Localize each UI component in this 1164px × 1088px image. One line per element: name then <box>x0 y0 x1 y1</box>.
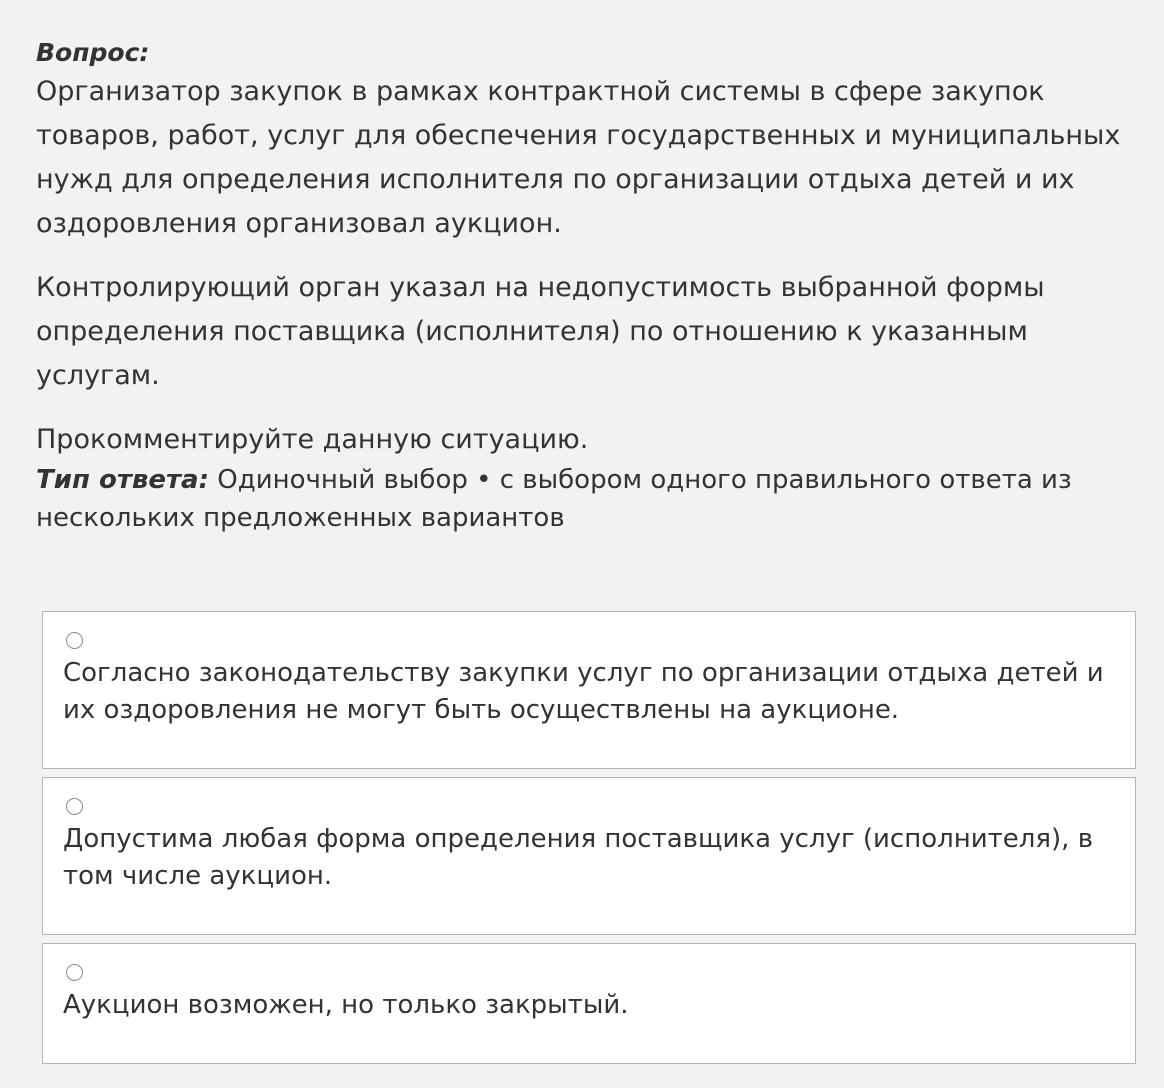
answer-option-text: Допустима любая форма определения поставщика услуг (исполнителя), в том числе аукцион. <box>63 824 1094 891</box>
answer-options <box>42 611 1136 1072</box>
answer-option-text: Согласно законодательству закупки услуг по организации отдыха детей и их оздоровления не могут быть осуществлены на аукционе. <box>63 658 1104 725</box>
answer-option-3[interactable] <box>42 943 1136 1064</box>
radio-button-1[interactable] <box>66 632 83 649</box>
answer-option-1[interactable] <box>42 611 1136 769</box>
question-remark: Контролирующий орган указал на недопустимость выбранной формы определения поставщика (исполнителя) по отношению к указанным услугам. <box>36 272 1045 391</box>
question-label: Вопрос: <box>36 38 150 67</box>
answer-option-text: Аукцион возможен, но только закрытый. <box>63 990 629 1020</box>
answer-option-2[interactable] <box>42 777 1136 935</box>
answer-type-label: Тип ответа: <box>36 465 209 495</box>
radio-button-2[interactable] <box>66 798 83 815</box>
radio-button-3[interactable] <box>66 964 83 981</box>
answer-type-value: Одиночный выбор • с выбором одного правильного ответа из нескольких предложенных вариантов <box>36 465 1072 533</box>
question-instruction: Прокомментируйте данную ситуацию. <box>36 424 589 455</box>
question-text: Организатор закупок в рамках контрактной системы в сфере закупок товаров, работ, услуг для обеспечения государственных и муниципальных нужд для определения исполнителя по организации отдыха детей и их оздоровления организовал аукцион. <box>36 76 1121 239</box>
answer-type <box>36 461 1146 537</box>
question-block <box>36 36 1146 462</box>
